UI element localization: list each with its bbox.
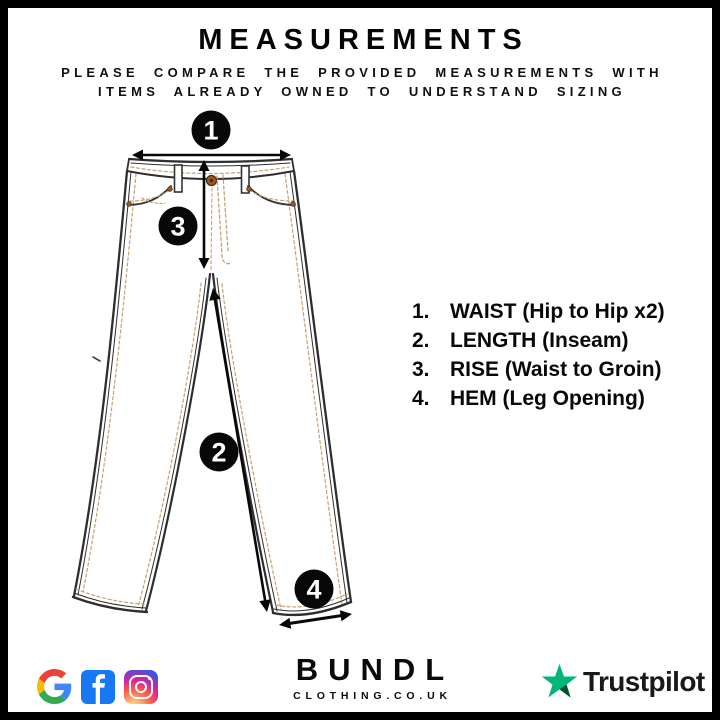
google-icon[interactable] bbox=[37, 669, 72, 704]
svg-text:3: 3 bbox=[170, 211, 186, 242]
subtitle-line-2: ITEMS ALREADY OWNED TO UNDERSTAND SIZING bbox=[98, 84, 626, 99]
marker-1 bbox=[192, 111, 231, 150]
legend-item-hem bbox=[412, 384, 712, 413]
marker-4 bbox=[295, 570, 334, 609]
arrow-waist bbox=[132, 150, 291, 161]
subtitle-line-1: PLEASE COMPARE THE PROVIDED MEASUREMENTS WITH bbox=[61, 65, 663, 80]
brand-name: BUNDL bbox=[295, 652, 455, 687]
marker-2 bbox=[200, 433, 239, 472]
facebook-icon[interactable] bbox=[81, 670, 115, 704]
measurement-legend bbox=[412, 297, 712, 413]
fly-stitching bbox=[211, 175, 232, 270]
legend-label: HEM (Leg Opening) bbox=[450, 387, 645, 410]
legend-number: 3. bbox=[412, 358, 430, 381]
hem-left bbox=[73, 589, 147, 612]
legend-item-waist bbox=[412, 297, 712, 326]
rivets bbox=[127, 187, 296, 207]
instagram-camera-lens bbox=[135, 681, 147, 693]
brand-logo bbox=[270, 652, 470, 702]
page-title: MEASUREMENTS bbox=[198, 24, 529, 56]
legend-label: LENGTH (Inseam) bbox=[450, 329, 629, 352]
brand-domain: CLOTHING.CO.UK bbox=[293, 690, 452, 702]
instagram-icon[interactable] bbox=[124, 670, 158, 704]
belt-loop bbox=[175, 165, 183, 192]
jeans-button bbox=[207, 176, 217, 186]
marker-3 bbox=[159, 207, 198, 246]
svg-text:2: 2 bbox=[211, 437, 227, 468]
instagram-camera-flash-dot bbox=[148, 677, 151, 680]
social-icons bbox=[37, 669, 158, 704]
trustpilot-badge[interactable] bbox=[541, 664, 705, 699]
legend-number: 1. bbox=[412, 300, 430, 323]
knee-stitch-mark bbox=[93, 357, 100, 361]
legend-number: 4. bbox=[412, 387, 430, 410]
legend-label: WAIST (Hip to Hip x2) bbox=[450, 300, 665, 323]
trustpilot-star-icon bbox=[541, 664, 578, 699]
svg-text:1: 1 bbox=[203, 115, 219, 146]
trustpilot-label: Trustpilot bbox=[583, 665, 705, 697]
jeans-drawing bbox=[73, 159, 351, 615]
svg-text:4: 4 bbox=[306, 574, 322, 605]
front-pocket-left bbox=[128, 186, 171, 205]
legend-item-rise bbox=[412, 355, 712, 384]
legend-label: RISE (Waist to Groin) bbox=[450, 358, 662, 381]
legend-item-length bbox=[412, 326, 712, 355]
legend-number: 2. bbox=[412, 329, 430, 352]
